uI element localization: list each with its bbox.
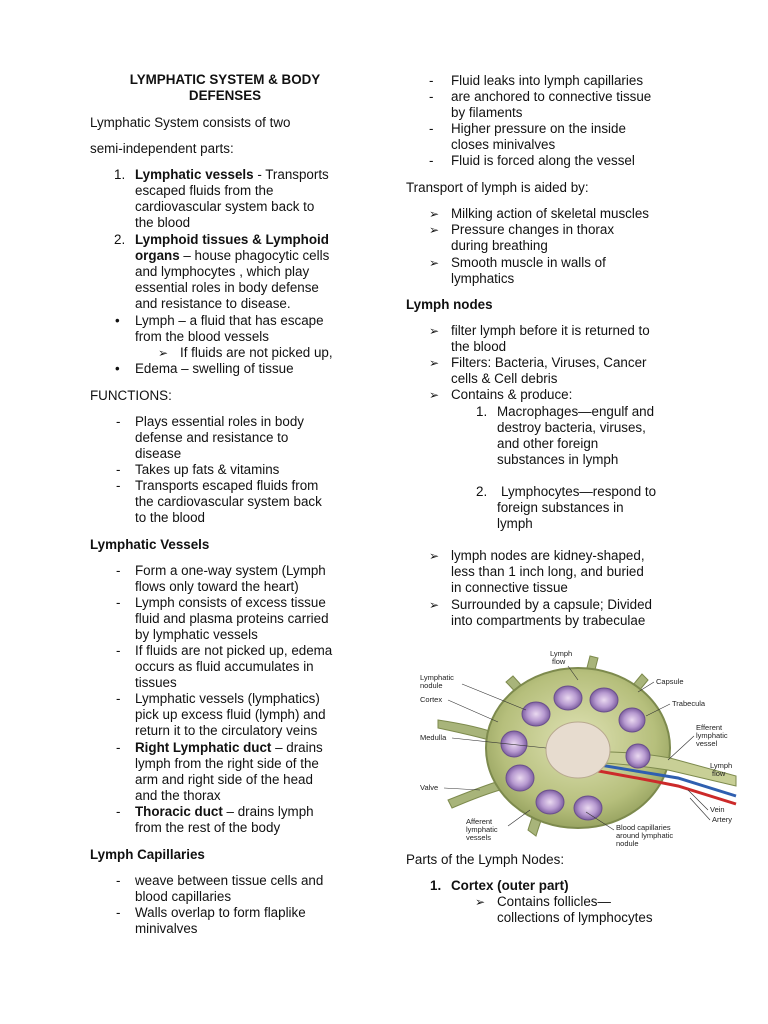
label-lymph-flow: Lymph [550, 649, 573, 658]
dash: - [116, 873, 121, 888]
dash: - [116, 643, 121, 658]
transport3-line1: Smooth muscle in walls of [451, 255, 606, 270]
vessel6-desc: – drains lymph [222, 804, 314, 819]
label-afferent: Afferent [466, 817, 493, 826]
node4-line1: lymph nodes are kidney-shaped, [451, 548, 645, 563]
macro-line3: and other foreign [497, 436, 599, 451]
intro-line2: semi-independent parts: [90, 141, 234, 156]
medulla-region [546, 722, 610, 778]
node3-line: Contains & produce: [451, 387, 573, 402]
node5-line2: into compartments by trabeculae [451, 613, 646, 628]
label-blood-capillaries: Blood capillaries [616, 823, 671, 832]
cap-detail2-line2: by filaments [451, 105, 523, 120]
capillaries-heading: Lymph Capillaries [90, 847, 205, 862]
label-efferent: vessel [696, 739, 718, 748]
bullet-lymph: • [115, 313, 120, 328]
vessel4-line2: pick up excess fluid (lymph) and [135, 707, 326, 722]
macro-line1: Macrophages—engulf and [497, 404, 655, 419]
part1-desc: - Transports [253, 167, 329, 182]
cortex-line2: collections of lymphocytes [497, 910, 653, 925]
label-efferent: Efferent [696, 723, 723, 732]
label-medulla: Medulla [420, 733, 447, 742]
func1-line3: disease [135, 446, 182, 461]
bullet-edema: • [115, 361, 120, 376]
part1-term: Lymphatic vessels [135, 167, 254, 182]
vessel3-line3: tissues [135, 675, 177, 690]
dash: - [116, 563, 121, 578]
dash: - [116, 691, 121, 706]
arrow-bullet: ➢ [429, 207, 440, 221]
arrow-bullet: ➢ [429, 256, 440, 270]
vessel3-line2: occurs as fluid accumulates in [135, 659, 314, 674]
label-lymphatic-nodule: nodule [420, 681, 443, 690]
vessel4-line3: return it to the circulatory veins [135, 723, 318, 738]
arrow-bullet: ➢ [429, 324, 440, 338]
part2-term: organs [135, 248, 180, 263]
arrow-bullet: ➢ [429, 223, 440, 237]
vessel5-line2: lymph from the right side of the [135, 756, 319, 771]
label-blood-capillaries: nodule [616, 839, 639, 848]
cortex-line1: Contains follicles— [497, 894, 611, 909]
vessel5-line1 [135, 740, 323, 756]
label-lymphatic-nodule: Lymphatic [420, 673, 454, 682]
macro-number: 1. [476, 404, 488, 419]
part2-line1: Lymphoid tissues & Lymphoid [135, 232, 329, 247]
node4-line3: in connective tissue [451, 580, 568, 595]
doc-title-line1: LYMPHATIC SYSTEM & BODY [129, 72, 321, 87]
label-artery: Artery [712, 815, 733, 824]
cap-detail3-line1: Higher pressure on the inside [451, 121, 626, 136]
lymph-line1: Lymph – a fluid that has escape [135, 313, 324, 328]
vessel6-line1 [135, 804, 314, 820]
vessel2-line2: fluid and plasma proteins carried [135, 611, 329, 626]
label-lymph-flow-right: flow [712, 769, 726, 778]
vessel5-line3: arm and right side of the head [135, 772, 313, 787]
nodes-heading: Lymph nodes [406, 297, 493, 312]
right-lymphatic-duct-term: Right Lymphatic duct [135, 740, 272, 755]
transport2-line1: Pressure changes in thorax [451, 222, 615, 237]
functions-heading: FUNCTIONS: [90, 388, 172, 403]
cap2-line1: Walls overlap to form flaplike [135, 905, 306, 920]
node5-line1: Surrounded by a capsule; Divided [451, 597, 652, 612]
dash: - [116, 905, 121, 920]
vessel4-line1: Lymphatic vessels (lymphatics) [135, 691, 320, 706]
label-cortex: Cortex [420, 695, 443, 704]
dash: - [116, 414, 121, 429]
thoracic-duct-term: Thoracic duct [135, 804, 223, 819]
dash: - [116, 462, 121, 477]
dash: - [429, 153, 434, 168]
macro-line2: destroy bacteria, viruses, [497, 420, 646, 435]
part1-line1 [135, 167, 329, 183]
arrow-bullet: ➢ [429, 598, 440, 612]
dash: - [116, 740, 121, 755]
func3-line2: the cardiovascular system back [135, 494, 322, 509]
vessel2-line1: Lymph consists of excess tissue [135, 595, 326, 610]
transport2-line2: during breathing [451, 238, 548, 253]
transport1: Milking action of skeletal muscles [451, 206, 649, 221]
dash: - [116, 478, 121, 493]
node1-line2: the blood [451, 339, 507, 354]
func1-line1: Plays essential roles in body [135, 414, 304, 429]
lymph-line2: from the blood vessels [135, 329, 269, 344]
label-lymph-flow: flow [552, 657, 566, 666]
cortex-number: 1. [430, 878, 442, 893]
func3-line1: Transports escaped fluids from [135, 478, 319, 493]
label-valve: Valve [420, 783, 439, 792]
lympho-number: 2. [476, 484, 488, 499]
label-afferent: lymphatic [466, 825, 498, 834]
vessel1-line2: flows only toward the heart) [135, 579, 299, 594]
transport-heading: Transport of lymph is aided by: [406, 180, 589, 195]
func3-line3: to the blood [135, 510, 205, 525]
arrow-bullet: ➢ [429, 549, 440, 563]
cap-detail3-line2: closes minivalves [451, 137, 556, 152]
sub-arrow: ➢ [158, 346, 169, 360]
cap-detail1: Fluid leaks into lymph capillaries [451, 73, 644, 88]
part2-line2 [135, 248, 329, 264]
label-lymph-flow-right: Lymph [710, 761, 733, 770]
part1-line2: escaped fluids from the [135, 183, 274, 198]
vessel2-line3: by lymphatic vessels [135, 627, 258, 642]
dash: - [116, 804, 121, 819]
lympho-line1: Lymphocytes—respond to [501, 484, 657, 499]
part1-number: 1. [114, 167, 126, 182]
part2-number: 2. [114, 232, 126, 247]
node1-line1: filter lymph before it is returned to [451, 323, 650, 338]
dash: - [429, 89, 434, 104]
part1-line3: cardiovascular system back to [135, 199, 315, 214]
arrow-bullet: ➢ [429, 388, 440, 402]
cap-detail2-line1: are anchored to connective tissue [451, 89, 652, 104]
label-afferent: vessels [466, 833, 492, 842]
doc-title-line2: DEFENSES [188, 88, 262, 103]
cap1-line2: blood capillaries [135, 889, 232, 904]
func2-line: Takes up fats & vitamins [135, 462, 280, 477]
part2-line4: essential roles in body defense [135, 280, 319, 295]
sub-line1: If fluids are not picked up, [180, 345, 333, 360]
part2-line3: and lymphocytes , which play [135, 264, 310, 279]
vessel3-line1: If fluids are not picked up, edema [135, 643, 333, 658]
part2-line5: and resistance to disease. [135, 296, 291, 311]
arrow-bullet: ➢ [475, 895, 486, 909]
transport3-line2: lymphatics [451, 271, 515, 286]
parts-heading: Parts of the Lymph Nodes: [406, 852, 565, 867]
label-blood-capillaries: around lymphatic [616, 831, 674, 840]
vessel5-line4: and the thorax [135, 788, 221, 803]
func1-line2: defense and resistance to [135, 430, 289, 445]
node2-line2: cells & Cell debris [451, 371, 558, 386]
cortex-heading: Cortex (outer part) [451, 878, 569, 893]
lympho-line3: lymph [497, 516, 533, 531]
cap-detail4: Fluid is forced along the vessel [451, 153, 635, 168]
part2-desc: – house phagocytic cells [179, 248, 330, 263]
lympho-line2: foreign substances in [497, 500, 624, 515]
cap1-line1: weave between tissue cells and [135, 873, 324, 888]
lymph-node-diagram [418, 640, 740, 848]
label-capsule: Capsule [656, 677, 684, 686]
cap2-line2: minivalves [135, 921, 198, 936]
macro-line4: substances in lymph [497, 452, 619, 467]
part1-line4: the blood [135, 215, 191, 230]
vessels-heading: Lymphatic Vessels [90, 537, 210, 552]
label-vein: Vein [710, 805, 725, 814]
label-trabecula: Trabecula [672, 699, 706, 708]
vessel1-line1: Form a one-way system (Lymph [135, 563, 326, 578]
edema-line: Edema – swelling of tissue [135, 361, 294, 376]
intro-line1: Lymphatic System consists of two [90, 115, 291, 130]
arrow-bullet: ➢ [429, 356, 440, 370]
vessel6-line2: from the rest of the body [135, 820, 281, 835]
dash: - [116, 595, 121, 610]
vessel5-desc: – drains [271, 740, 323, 755]
dash: - [429, 121, 434, 136]
dash: - [429, 73, 434, 88]
node4-line2: less than 1 inch long, and buried [451, 564, 644, 579]
node2-line1: Filters: Bacteria, Viruses, Cancer [451, 355, 647, 370]
label-efferent: lymphatic [696, 731, 728, 740]
